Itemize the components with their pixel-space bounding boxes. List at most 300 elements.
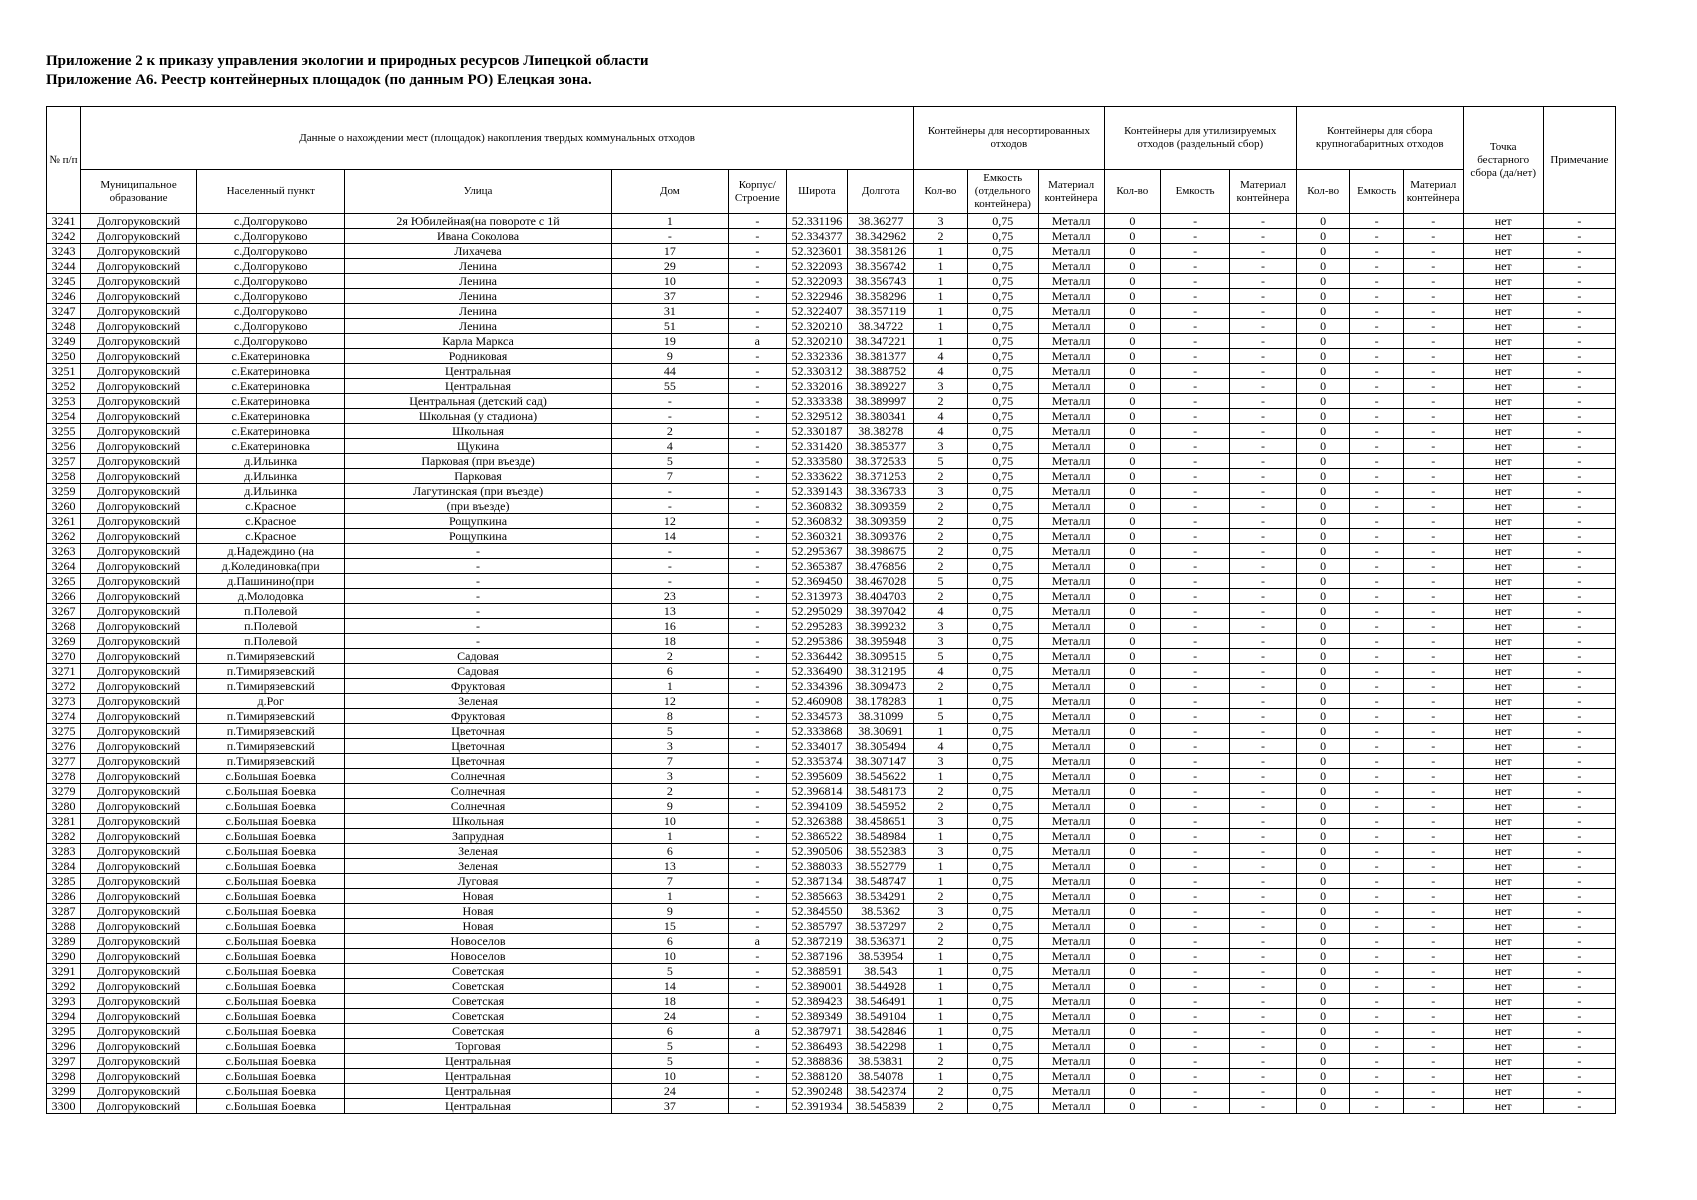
cell-recyclable-count: 0 <box>1104 724 1161 739</box>
cell-recyclable-count: 0 <box>1104 739 1161 754</box>
cell-bulky-count: 0 <box>1296 439 1349 454</box>
cell-unsorted-count: 1 <box>914 694 967 709</box>
cell-building: а <box>729 334 787 349</box>
cell-recyclable-material: - <box>1230 244 1297 259</box>
table-row <box>47 364 1616 379</box>
cell-settlement: п.Тимирязевский <box>197 739 345 754</box>
cell-street: Новоселов <box>345 949 611 964</box>
cell-note: - <box>1543 874 1615 889</box>
cell-bulky-count: 0 <box>1296 769 1349 784</box>
cell-unsorted-material: Металл <box>1038 379 1104 394</box>
cell-recyclable-material: - <box>1230 214 1297 229</box>
cell-point: нет <box>1463 844 1543 859</box>
cell-building: - <box>729 709 787 724</box>
title-line-1: Приложение 2 к приказу управления экологии и природных ресурсов Липецкой области <box>46 53 649 69</box>
cell-bulky-material: - <box>1403 994 1463 1009</box>
table-row <box>47 544 1616 559</box>
cell-unsorted-material: Металл <box>1038 1024 1104 1039</box>
cell-unsorted-material: Металл <box>1038 769 1104 784</box>
cell-lat: 52.396814 <box>786 784 848 799</box>
registry-table <box>46 106 1616 1114</box>
cell-recyclable-count: 0 <box>1104 694 1161 709</box>
cell-building: - <box>729 994 787 1009</box>
cell-street: - <box>345 544 611 559</box>
cell-point: нет <box>1463 634 1543 649</box>
cell-building: - <box>729 829 787 844</box>
cell-unsorted-capacity: 0,75 <box>967 349 1038 364</box>
cell-street: Рощупкина <box>345 514 611 529</box>
cell-bulky-capacity: - <box>1350 844 1403 859</box>
cell-recyclable-capacity: - <box>1161 394 1230 409</box>
col-header-unsorted-material: Материал контейнера <box>1038 170 1104 214</box>
cell-bulky-material: - <box>1403 289 1463 304</box>
cell-point: нет <box>1463 904 1543 919</box>
cell-point: нет <box>1463 364 1543 379</box>
cell-num: 3266 <box>47 589 81 604</box>
cell-lon: 38.548173 <box>848 784 914 799</box>
cell-unsorted-count: 5 <box>914 709 967 724</box>
cell-bulky-count: 0 <box>1296 919 1349 934</box>
cell-point: нет <box>1463 469 1543 484</box>
cell-recyclable-count: 0 <box>1104 499 1161 514</box>
cell-building: - <box>729 364 787 379</box>
cell-bulky-material: - <box>1403 574 1463 589</box>
table-row <box>47 829 1616 844</box>
cell-recyclable-count: 0 <box>1104 619 1161 634</box>
cell-unsorted-capacity: 0,75 <box>967 289 1038 304</box>
table-row <box>47 724 1616 739</box>
cell-bulky-material: - <box>1403 934 1463 949</box>
cell-unsorted-count: 3 <box>914 619 967 634</box>
cell-bulky-capacity: - <box>1350 964 1403 979</box>
cell-lat: 52.389001 <box>786 979 848 994</box>
cell-num: 3267 <box>47 604 81 619</box>
cell-house: 16 <box>611 619 728 634</box>
cell-num: 3297 <box>47 1054 81 1069</box>
cell-unsorted-material: Металл <box>1038 1009 1104 1024</box>
cell-bulky-material: - <box>1403 1069 1463 1084</box>
col-group-recyclable: Контейнеры для утилизируемых отходов (раздельный сбор) <box>1104 107 1296 170</box>
cell-street: Советская <box>345 1024 611 1039</box>
cell-municipality: Долгоруковский <box>80 259 196 274</box>
cell-recyclable-capacity: - <box>1161 619 1230 634</box>
cell-note: - <box>1543 979 1615 994</box>
cell-bulky-capacity: - <box>1350 454 1403 469</box>
cell-bulky-material: - <box>1403 274 1463 289</box>
cell-recyclable-capacity: - <box>1161 229 1230 244</box>
cell-settlement: с.Большая Боевка <box>197 1039 345 1054</box>
cell-num: 3270 <box>47 649 81 664</box>
cell-recyclable-capacity: - <box>1161 544 1230 559</box>
cell-point: нет <box>1463 349 1543 364</box>
cell-settlement: с.Долгоруково <box>197 274 345 289</box>
table-row <box>47 379 1616 394</box>
cell-building: - <box>729 739 787 754</box>
cell-street: - <box>345 589 611 604</box>
cell-recyclable-capacity: - <box>1161 844 1230 859</box>
cell-recyclable-count: 0 <box>1104 514 1161 529</box>
cell-settlement: с.Красное <box>197 499 345 514</box>
cell-point: нет <box>1463 274 1543 289</box>
cell-unsorted-count: 1 <box>914 244 967 259</box>
cell-unsorted-capacity: 0,75 <box>967 679 1038 694</box>
cell-unsorted-material: Металл <box>1038 859 1104 874</box>
cell-recyclable-count: 0 <box>1104 229 1161 244</box>
cell-recyclable-count: 0 <box>1104 454 1161 469</box>
cell-bulky-capacity: - <box>1350 379 1403 394</box>
cell-unsorted-count: 2 <box>914 544 967 559</box>
cell-unsorted-material: Металл <box>1038 349 1104 364</box>
cell-recyclable-count: 0 <box>1104 664 1161 679</box>
cell-recyclable-count: 0 <box>1104 964 1161 979</box>
cell-settlement: с.Долгоруково <box>197 319 345 334</box>
cell-note: - <box>1543 799 1615 814</box>
cell-street: Солнечная <box>345 799 611 814</box>
cell-unsorted-capacity: 0,75 <box>967 979 1038 994</box>
cell-bulky-count: 0 <box>1296 634 1349 649</box>
cell-bulky-capacity: - <box>1350 499 1403 514</box>
cell-bulky-capacity: - <box>1350 604 1403 619</box>
cell-recyclable-material: - <box>1230 274 1297 289</box>
cell-lat: 52.386493 <box>786 1039 848 1054</box>
cell-unsorted-count: 1 <box>914 724 967 739</box>
cell-municipality: Долгоруковский <box>80 319 196 334</box>
cell-unsorted-count: 2 <box>914 784 967 799</box>
cell-recyclable-count: 0 <box>1104 844 1161 859</box>
cell-bulky-material: - <box>1403 454 1463 469</box>
cell-house: 3 <box>611 739 728 754</box>
cell-lat: 52.385663 <box>786 889 848 904</box>
cell-recyclable-count: 0 <box>1104 274 1161 289</box>
cell-note: - <box>1543 619 1615 634</box>
cell-unsorted-material: Металл <box>1038 514 1104 529</box>
col-header-recyclable-material: Материал контейнера <box>1230 170 1297 214</box>
cell-lon: 38.309515 <box>848 649 914 664</box>
cell-num: 3246 <box>47 289 81 304</box>
cell-num: 3290 <box>47 949 81 964</box>
cell-street: Карла Маркса <box>345 334 611 349</box>
cell-lon: 38.371253 <box>848 469 914 484</box>
cell-settlement: с.Долгоруково <box>197 214 345 229</box>
cell-bulky-count: 0 <box>1296 784 1349 799</box>
cell-point: нет <box>1463 859 1543 874</box>
cell-building: - <box>729 889 787 904</box>
cell-bulky-count: 0 <box>1296 979 1349 994</box>
cell-unsorted-material: Металл <box>1038 589 1104 604</box>
cell-lat: 52.334377 <box>786 229 848 244</box>
cell-num: 3243 <box>47 244 81 259</box>
table-row <box>47 349 1616 364</box>
cell-bulky-material: - <box>1403 814 1463 829</box>
cell-settlement: с.Большая Боевка <box>197 964 345 979</box>
col-header-unsorted-count: Кол-во <box>914 170 967 214</box>
cell-num: 3255 <box>47 424 81 439</box>
cell-bulky-material: - <box>1403 259 1463 274</box>
table-row <box>47 1009 1616 1024</box>
cell-unsorted-material: Металл <box>1038 454 1104 469</box>
cell-lon: 38.305494 <box>848 739 914 754</box>
cell-point: нет <box>1463 1009 1543 1024</box>
col-header-unsorted-capacity: Емкость (отдельного контейнера) <box>967 170 1038 214</box>
cell-municipality: Долгоруковский <box>80 274 196 289</box>
cell-lat: 52.386522 <box>786 829 848 844</box>
cell-num: 3300 <box>47 1099 81 1114</box>
cell-building: - <box>729 604 787 619</box>
cell-house: 14 <box>611 979 728 994</box>
cell-municipality: Долгоруковский <box>80 769 196 784</box>
cell-unsorted-material: Металл <box>1038 334 1104 349</box>
cell-unsorted-material: Металл <box>1038 409 1104 424</box>
cell-note: - <box>1543 409 1615 424</box>
cell-lon: 38.395948 <box>848 634 914 649</box>
cell-unsorted-material: Металл <box>1038 799 1104 814</box>
cell-recyclable-count: 0 <box>1104 469 1161 484</box>
cell-recyclable-material: - <box>1230 559 1297 574</box>
cell-street: Цветочная <box>345 754 611 769</box>
cell-settlement: с.Большая Боевка <box>197 814 345 829</box>
cell-lat: 52.322093 <box>786 259 848 274</box>
cell-unsorted-material: Металл <box>1038 634 1104 649</box>
cell-lon: 38.54078 <box>848 1069 914 1084</box>
cell-municipality: Долгоруковский <box>80 484 196 499</box>
cell-house: 5 <box>611 1039 728 1054</box>
cell-unsorted-count: 4 <box>914 739 967 754</box>
cell-bulky-capacity: - <box>1350 934 1403 949</box>
cell-note: - <box>1543 424 1615 439</box>
cell-house: 1 <box>611 679 728 694</box>
cell-building: - <box>729 439 787 454</box>
cell-unsorted-material: Металл <box>1038 499 1104 514</box>
cell-unsorted-capacity: 0,75 <box>967 214 1038 229</box>
cell-lon: 38.543 <box>848 964 914 979</box>
table-row <box>47 559 1616 574</box>
cell-num: 3285 <box>47 874 81 889</box>
cell-recyclable-count: 0 <box>1104 1009 1161 1024</box>
cell-lon: 38.385377 <box>848 439 914 454</box>
cell-bulky-material: - <box>1403 469 1463 484</box>
cell-building: - <box>729 799 787 814</box>
cell-unsorted-capacity: 0,75 <box>967 634 1038 649</box>
cell-unsorted-capacity: 0,75 <box>967 769 1038 784</box>
cell-unsorted-count: 3 <box>914 214 967 229</box>
cell-lat: 52.335374 <box>786 754 848 769</box>
cell-recyclable-count: 0 <box>1104 649 1161 664</box>
cell-bulky-count: 0 <box>1296 529 1349 544</box>
cell-bulky-material: - <box>1403 544 1463 559</box>
cell-bulky-capacity: - <box>1350 979 1403 994</box>
cell-unsorted-count: 2 <box>914 559 967 574</box>
cell-street: Зеленая <box>345 859 611 874</box>
cell-lon: 38.552779 <box>848 859 914 874</box>
cell-recyclable-material: - <box>1230 304 1297 319</box>
cell-unsorted-capacity: 0,75 <box>967 874 1038 889</box>
cell-recyclable-capacity: - <box>1161 274 1230 289</box>
cell-bulky-capacity: - <box>1350 334 1403 349</box>
cell-point: нет <box>1463 424 1543 439</box>
cell-num: 3276 <box>47 739 81 754</box>
cell-bulky-count: 0 <box>1296 604 1349 619</box>
table-row <box>47 664 1616 679</box>
cell-lat: 52.387971 <box>786 1024 848 1039</box>
cell-bulky-count: 0 <box>1296 1024 1349 1039</box>
cell-recyclable-count: 0 <box>1104 319 1161 334</box>
cell-point: нет <box>1463 1039 1543 1054</box>
cell-unsorted-count: 3 <box>914 379 967 394</box>
cell-lon: 38.342962 <box>848 229 914 244</box>
cell-recyclable-material: - <box>1230 394 1297 409</box>
cell-lon: 38.544928 <box>848 979 914 994</box>
cell-lat: 52.323601 <box>786 244 848 259</box>
cell-unsorted-count: 4 <box>914 664 967 679</box>
cell-lat: 52.390248 <box>786 1084 848 1099</box>
cell-unsorted-material: Металл <box>1038 874 1104 889</box>
cell-settlement: п.Тимирязевский <box>197 649 345 664</box>
table-body <box>47 214 1616 1114</box>
cell-note: - <box>1543 859 1615 874</box>
cell-settlement: с.Красное <box>197 529 345 544</box>
cell-num: 3252 <box>47 379 81 394</box>
cell-lat: 52.295029 <box>786 604 848 619</box>
cell-recyclable-material: - <box>1230 619 1297 634</box>
cell-bulky-capacity: - <box>1350 259 1403 274</box>
cell-municipality: Долгоруковский <box>80 394 196 409</box>
cell-lat: 52.387196 <box>786 949 848 964</box>
cell-note: - <box>1543 754 1615 769</box>
table-row <box>47 649 1616 664</box>
cell-unsorted-capacity: 0,75 <box>967 1009 1038 1024</box>
cell-unsorted-material: Металл <box>1038 1084 1104 1099</box>
cell-bulky-capacity: - <box>1350 484 1403 499</box>
cell-street: Солнечная <box>345 769 611 784</box>
cell-lon: 38.312195 <box>848 664 914 679</box>
cell-recyclable-count: 0 <box>1104 709 1161 724</box>
cell-note: - <box>1543 244 1615 259</box>
cell-bulky-capacity: - <box>1350 469 1403 484</box>
cell-recyclable-capacity: - <box>1161 964 1230 979</box>
cell-num: 3283 <box>47 844 81 859</box>
cell-unsorted-capacity: 0,75 <box>967 364 1038 379</box>
cell-building: - <box>729 469 787 484</box>
cell-bulky-material: - <box>1403 829 1463 844</box>
cell-building: - <box>729 634 787 649</box>
cell-bulky-material: - <box>1403 394 1463 409</box>
cell-note: - <box>1543 319 1615 334</box>
cell-note: - <box>1543 574 1615 589</box>
cell-num: 3278 <box>47 769 81 784</box>
table-row <box>47 814 1616 829</box>
cell-municipality: Долгоруковский <box>80 1084 196 1099</box>
cell-unsorted-count: 1 <box>914 289 967 304</box>
cell-num: 3294 <box>47 1009 81 1024</box>
table-row <box>47 679 1616 694</box>
table-row <box>47 694 1616 709</box>
cell-num: 3295 <box>47 1024 81 1039</box>
cell-municipality: Долгоруковский <box>80 214 196 229</box>
cell-settlement: с.Екатериновка <box>197 379 345 394</box>
cell-bulky-count: 0 <box>1296 664 1349 679</box>
table-row <box>47 1069 1616 1084</box>
cell-bulky-capacity: - <box>1350 1039 1403 1054</box>
cell-street: Ленина <box>345 274 611 289</box>
cell-recyclable-capacity: - <box>1161 604 1230 619</box>
cell-house: 15 <box>611 919 728 934</box>
cell-unsorted-count: 3 <box>914 814 967 829</box>
cell-bulky-material: - <box>1403 619 1463 634</box>
cell-lat: 52.331420 <box>786 439 848 454</box>
cell-unsorted-count: 2 <box>914 919 967 934</box>
cell-building: - <box>729 544 787 559</box>
cell-unsorted-capacity: 0,75 <box>967 1069 1038 1084</box>
cell-recyclable-material: - <box>1230 724 1297 739</box>
col-header-building: Корпус/ Строение <box>729 170 787 214</box>
cell-unsorted-count: 5 <box>914 454 967 469</box>
table-row <box>47 919 1616 934</box>
cell-unsorted-capacity: 0,75 <box>967 904 1038 919</box>
col-header-settlement: Населенный пункт <box>197 170 345 214</box>
cell-settlement: с.Долгоруково <box>197 244 345 259</box>
cell-unsorted-capacity: 0,75 <box>967 589 1038 604</box>
cell-settlement: д.Ильинка <box>197 484 345 499</box>
cell-recyclable-material: - <box>1230 589 1297 604</box>
cell-bulky-count: 0 <box>1296 904 1349 919</box>
cell-building: - <box>729 529 787 544</box>
cell-unsorted-count: 2 <box>914 469 967 484</box>
cell-unsorted-capacity: 0,75 <box>967 229 1038 244</box>
table-row <box>47 499 1616 514</box>
cell-lon: 38.34722 <box>848 319 914 334</box>
cell-bulky-count: 0 <box>1296 364 1349 379</box>
table-row <box>47 1054 1616 1069</box>
cell-bulky-capacity: - <box>1350 919 1403 934</box>
cell-street: Ленина <box>345 289 611 304</box>
cell-settlement: с.Долгоруково <box>197 229 345 244</box>
cell-recyclable-capacity: - <box>1161 694 1230 709</box>
cell-house: 29 <box>611 259 728 274</box>
cell-bulky-count: 0 <box>1296 454 1349 469</box>
cell-unsorted-count: 3 <box>914 844 967 859</box>
cell-bulky-count: 0 <box>1296 379 1349 394</box>
table-row <box>47 619 1616 634</box>
cell-recyclable-capacity: - <box>1161 664 1230 679</box>
cell-recyclable-capacity: - <box>1161 739 1230 754</box>
cell-settlement: д.Пашинино(при <box>197 574 345 589</box>
table-row <box>47 259 1616 274</box>
cell-street: Запрудная <box>345 829 611 844</box>
cell-street: Рощупкина <box>345 529 611 544</box>
cell-house: 7 <box>611 754 728 769</box>
cell-bulky-capacity: - <box>1350 424 1403 439</box>
cell-street: Центральная <box>345 1069 611 1084</box>
table-row <box>47 334 1616 349</box>
cell-bulky-material: - <box>1403 904 1463 919</box>
cell-num: 3296 <box>47 1039 81 1054</box>
cell-recyclable-capacity: - <box>1161 409 1230 424</box>
cell-recyclable-material: - <box>1230 439 1297 454</box>
cell-unsorted-count: 1 <box>914 304 967 319</box>
table-row <box>47 1099 1616 1114</box>
cell-unsorted-capacity: 0,75 <box>967 724 1038 739</box>
cell-bulky-material: - <box>1403 664 1463 679</box>
cell-lon: 38.542374 <box>848 1084 914 1099</box>
cell-building: - <box>729 259 787 274</box>
cell-recyclable-material: - <box>1230 514 1297 529</box>
table-row <box>47 484 1616 499</box>
cell-bulky-capacity: - <box>1350 679 1403 694</box>
cell-num: 3244 <box>47 259 81 274</box>
cell-building: - <box>729 289 787 304</box>
cell-unsorted-capacity: 0,75 <box>967 1039 1038 1054</box>
cell-building: - <box>729 589 787 604</box>
